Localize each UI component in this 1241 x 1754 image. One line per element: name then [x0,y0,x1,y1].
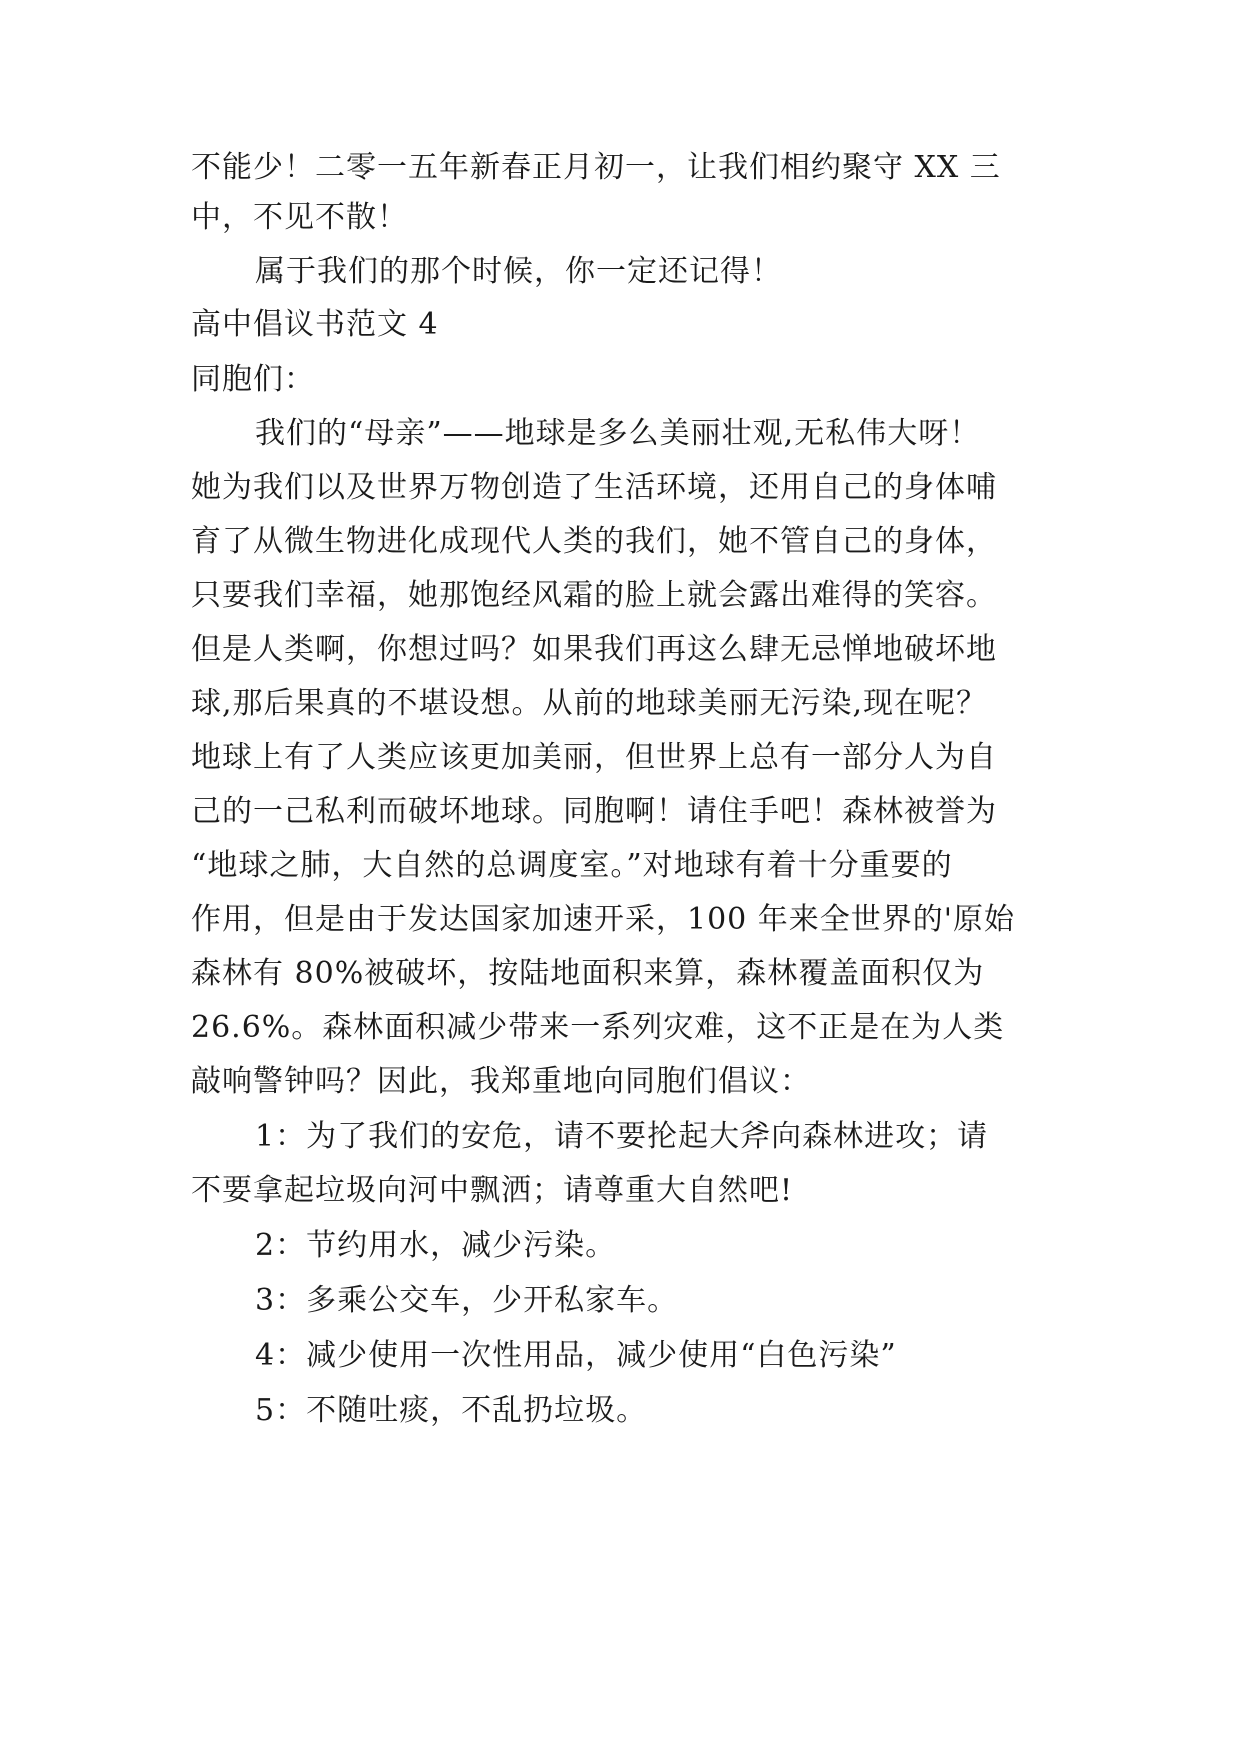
text-line: 球,那后果真的不堪设想。从前的地球美丽无污染,现在呢？ [191,686,988,721]
text-line: 26.6%。森林面积减少带来一系列灾难，这不正是在为人类 [191,1010,1005,1045]
text-line: 但是人类啊，你想过吗？如果我们再这么肆无忌惮地破坏地 [191,632,997,667]
list-item: 4：减少使用一次性用品，减少使用“白色污染” [255,1338,897,1373]
text-line: 己的一己私利而破坏地球。同胞啊！请住手吧！森林被誉为 [191,794,997,829]
text-line: 森林有 80%被破坏，按陆地面积来算，森林覆盖面积仅为 [191,956,985,991]
list-item: 3：多乘公交车，少开私家车。 [255,1283,679,1318]
list-item: 1：为了我们的安危，请不要抡起大斧向森林进攻；请 [255,1119,989,1154]
salutation: 同胞们： [191,362,315,397]
text-line: 她为我们以及世界万物创造了生活环境，还用自己的身体哺 [191,470,997,505]
text-line: 只要我们幸福，她那饱经风霜的脸上就会露出难得的笑容。 [191,578,997,613]
text-line: “地球之肺，大自然的总调度室。”对地球有着十分重要的 [191,848,953,883]
text-line: 育了从微生物进化成现代人类的我们，她不管自己的身体， [191,524,997,559]
text-line: 地球上有了人类应该更加美丽，但世界上总有一部分人为自 [191,740,997,775]
text-line: 作用，但是由于发达国家加速开采，100 年来全世界的'原始 [191,902,1016,937]
text-line: 不能少！二零一五年新春正月初一，让我们相约聚守 XX 三 [191,150,1001,185]
section-heading: 高中倡议书范文 4 [191,307,439,342]
text-line: 属于我们的那个时候，你一定还记得！ [255,254,782,289]
list-item-continuation: 不要拿起垃圾向河中飘洒；请尊重大自然吧! [191,1173,794,1208]
text-line: 敲响警钟吗？因此，我郑重地向同胞们倡议： [191,1064,811,1099]
text-line: 我们的“母亲”——地球是多么美丽壮观,无私伟大呀！ [255,416,981,451]
list-item: 2：节约用水，减少污染。 [255,1228,617,1263]
list-item: 5：不随吐痰，不乱扔垃圾。 [255,1393,648,1428]
text-line: 中，不见不散！ [191,200,408,235]
